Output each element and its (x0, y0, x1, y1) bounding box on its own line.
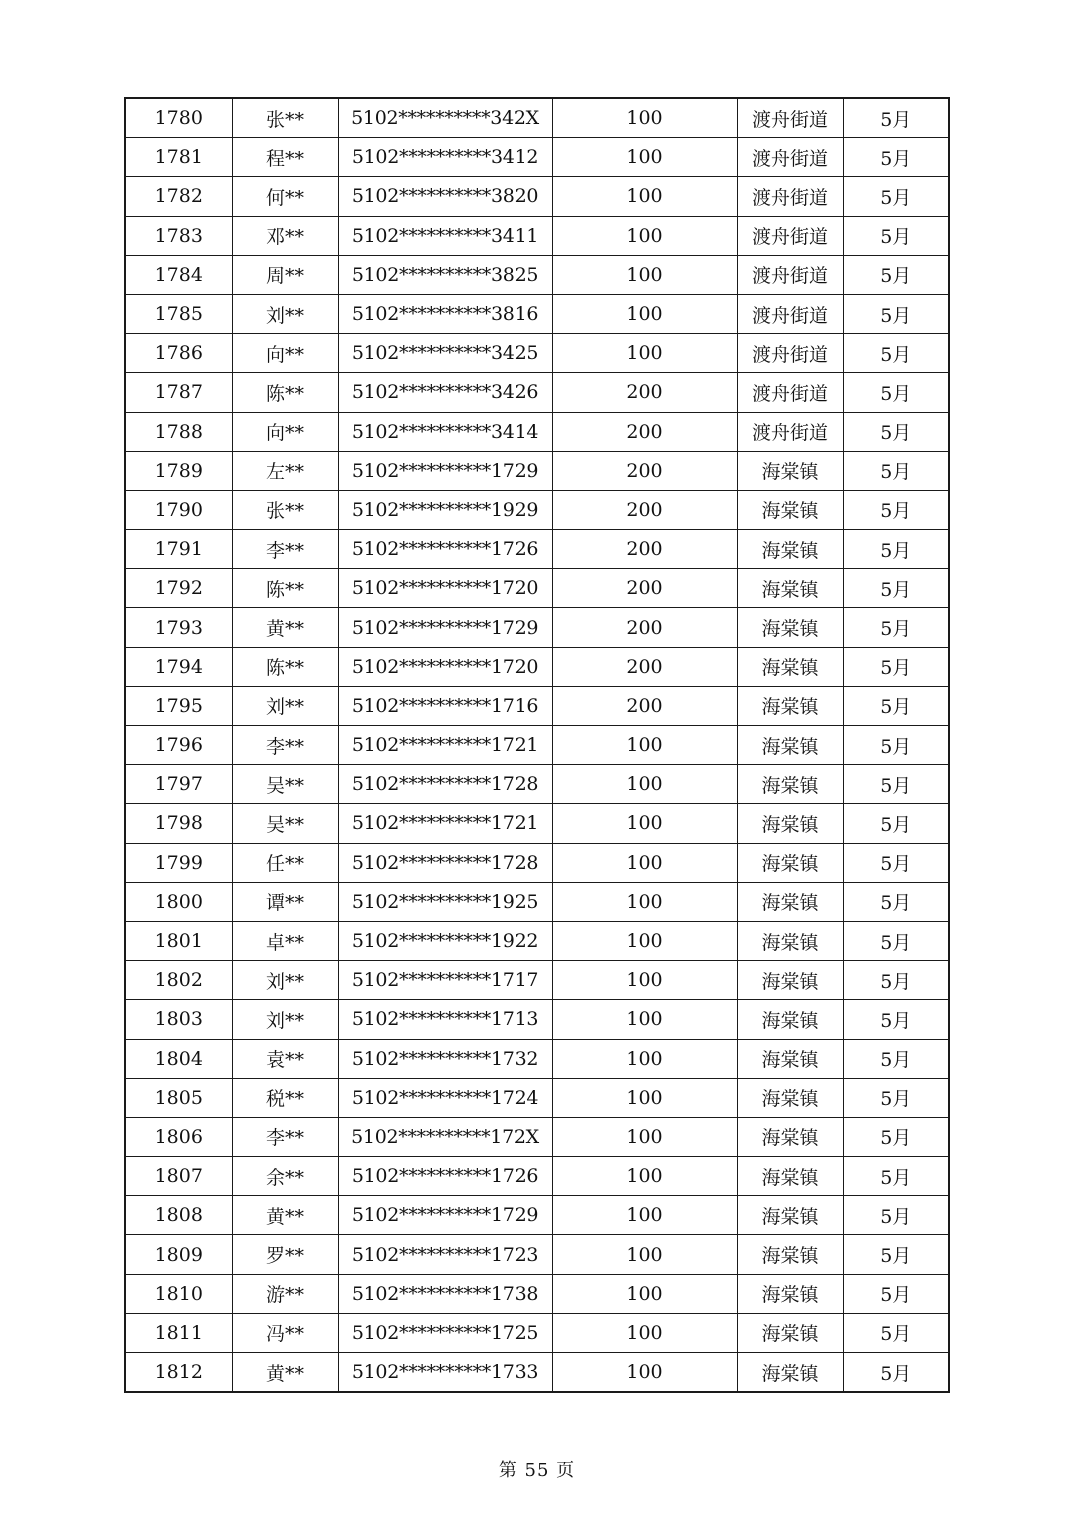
month-cell: 5月 (843, 255, 949, 294)
district-cell: 渡舟街道 (737, 255, 843, 294)
serial-number-cell: 1792 (125, 569, 232, 608)
id-number-cell: 5102**********1725 (338, 1313, 552, 1352)
name-cell: 黄** (232, 1353, 338, 1393)
table-row (125, 921, 949, 960)
id-number-cell: 5102**********1726 (338, 530, 552, 569)
table-row (125, 138, 949, 177)
id-number-cell: 5102**********3425 (338, 334, 552, 373)
month-cell: 5月 (843, 1196, 949, 1235)
amount-cell: 200 (552, 412, 737, 451)
id-number-cell: 5102**********1720 (338, 569, 552, 608)
amount-cell: 100 (552, 177, 737, 216)
district-cell: 渡舟街道 (737, 98, 843, 138)
id-number-cell: 5102**********1728 (338, 843, 552, 882)
table-row (125, 412, 949, 451)
month-cell: 5月 (843, 373, 949, 412)
name-cell: 李** (232, 530, 338, 569)
table-row (125, 608, 949, 647)
serial-number-cell: 1799 (125, 843, 232, 882)
serial-number-cell: 1796 (125, 726, 232, 765)
name-cell: 刘** (232, 686, 338, 725)
serial-number-cell: 1781 (125, 138, 232, 177)
table-row (125, 1235, 949, 1274)
district-cell: 渡舟街道 (737, 177, 843, 216)
name-cell: 卓** (232, 921, 338, 960)
amount-cell: 100 (552, 1313, 737, 1352)
month-cell: 5月 (843, 804, 949, 843)
month-cell: 5月 (843, 1235, 949, 1274)
amount-cell: 100 (552, 1235, 737, 1274)
table-row (125, 647, 949, 686)
amount-cell: 100 (552, 334, 737, 373)
id-number-cell: 5102**********1922 (338, 921, 552, 960)
name-cell: 周** (232, 255, 338, 294)
name-cell: 左** (232, 451, 338, 490)
serial-number-cell: 1808 (125, 1196, 232, 1235)
amount-cell: 100 (552, 1117, 737, 1156)
table-body (125, 98, 949, 1392)
district-cell: 渡舟街道 (737, 294, 843, 333)
name-cell: 刘** (232, 294, 338, 333)
serial-number-cell: 1801 (125, 921, 232, 960)
district-cell: 海棠镇 (737, 1078, 843, 1117)
amount-cell: 100 (552, 1157, 737, 1196)
district-cell: 海棠镇 (737, 1117, 843, 1156)
name-cell: 黄** (232, 608, 338, 647)
amount-cell: 100 (552, 804, 737, 843)
month-cell: 5月 (843, 647, 949, 686)
serial-number-cell: 1806 (125, 1117, 232, 1156)
district-cell: 海棠镇 (737, 530, 843, 569)
serial-number-cell: 1793 (125, 608, 232, 647)
serial-number-cell: 1780 (125, 98, 232, 138)
amount-cell: 100 (552, 1353, 737, 1393)
serial-number-cell: 1786 (125, 334, 232, 373)
id-number-cell: 5102**********3816 (338, 294, 552, 333)
amount-cell: 100 (552, 765, 737, 804)
district-cell: 海棠镇 (737, 569, 843, 608)
serial-number-cell: 1794 (125, 647, 232, 686)
name-cell: 冯** (232, 1313, 338, 1352)
district-cell: 海棠镇 (737, 921, 843, 960)
serial-number-cell: 1800 (125, 882, 232, 921)
table-row (125, 1313, 949, 1352)
table-row (125, 843, 949, 882)
district-cell: 渡舟街道 (737, 412, 843, 451)
id-number-cell: 5102**********3426 (338, 373, 552, 412)
amount-cell: 200 (552, 647, 737, 686)
table-row (125, 216, 949, 255)
name-cell: 张** (232, 98, 338, 138)
district-cell: 海棠镇 (737, 1353, 843, 1393)
name-cell: 游** (232, 1274, 338, 1313)
id-number-cell: 5102**********1724 (338, 1078, 552, 1117)
district-cell: 海棠镇 (737, 686, 843, 725)
amount-cell: 100 (552, 1274, 737, 1313)
month-cell: 5月 (843, 921, 949, 960)
name-cell: 张** (232, 490, 338, 529)
name-cell: 黄** (232, 1196, 338, 1235)
id-number-cell: 5102**********172X (338, 1117, 552, 1156)
table-row (125, 373, 949, 412)
data-table (124, 97, 950, 1393)
serial-number-cell: 1791 (125, 530, 232, 569)
amount-cell: 100 (552, 1196, 737, 1235)
name-cell: 袁** (232, 1039, 338, 1078)
table-row (125, 1353, 949, 1393)
id-number-cell: 5102**********1929 (338, 490, 552, 529)
name-cell: 程** (232, 138, 338, 177)
id-number-cell: 5102**********1732 (338, 1039, 552, 1078)
name-cell: 罗** (232, 1235, 338, 1274)
id-number-cell: 5102**********1726 (338, 1157, 552, 1196)
id-number-cell: 5102**********1729 (338, 451, 552, 490)
table-row (125, 765, 949, 804)
id-number-cell: 5102**********1733 (338, 1353, 552, 1393)
name-cell: 陈** (232, 373, 338, 412)
month-cell: 5月 (843, 882, 949, 921)
month-cell: 5月 (843, 569, 949, 608)
name-cell: 李** (232, 1117, 338, 1156)
month-cell: 5月 (843, 412, 949, 451)
table-row (125, 451, 949, 490)
district-cell: 渡舟街道 (737, 334, 843, 373)
district-cell: 海棠镇 (737, 804, 843, 843)
district-cell: 海棠镇 (737, 1274, 843, 1313)
amount-cell: 100 (552, 1039, 737, 1078)
table-row (125, 1000, 949, 1039)
district-cell: 海棠镇 (737, 1157, 843, 1196)
district-cell: 海棠镇 (737, 1235, 843, 1274)
district-cell: 渡舟街道 (737, 138, 843, 177)
amount-cell: 100 (552, 98, 737, 138)
month-cell: 5月 (843, 686, 949, 725)
name-cell: 向** (232, 412, 338, 451)
district-cell: 海棠镇 (737, 451, 843, 490)
amount-cell: 100 (552, 843, 737, 882)
month-cell: 5月 (843, 177, 949, 216)
serial-number-cell: 1790 (125, 490, 232, 529)
serial-number-cell: 1811 (125, 1313, 232, 1352)
name-cell: 吴** (232, 804, 338, 843)
district-cell: 海棠镇 (737, 961, 843, 1000)
amount-cell: 100 (552, 1000, 737, 1039)
serial-number-cell: 1810 (125, 1274, 232, 1313)
month-cell: 5月 (843, 138, 949, 177)
table-row (125, 569, 949, 608)
amount-cell: 100 (552, 255, 737, 294)
amount-cell: 200 (552, 373, 737, 412)
amount-cell: 100 (552, 961, 737, 1000)
serial-number-cell: 1807 (125, 1157, 232, 1196)
month-cell: 5月 (843, 530, 949, 569)
table-row (125, 804, 949, 843)
serial-number-cell: 1795 (125, 686, 232, 725)
month-cell: 5月 (843, 765, 949, 804)
table-row (125, 686, 949, 725)
amount-cell: 100 (552, 138, 737, 177)
amount-cell: 100 (552, 726, 737, 765)
id-number-cell: 5102**********342X (338, 98, 552, 138)
name-cell: 任** (232, 843, 338, 882)
serial-number-cell: 1797 (125, 765, 232, 804)
month-cell: 5月 (843, 98, 949, 138)
month-cell: 5月 (843, 1078, 949, 1117)
amount-cell: 200 (552, 530, 737, 569)
district-cell: 渡舟街道 (737, 216, 843, 255)
serial-number-cell: 1785 (125, 294, 232, 333)
serial-number-cell: 1788 (125, 412, 232, 451)
month-cell: 5月 (843, 334, 949, 373)
month-cell: 5月 (843, 1274, 949, 1313)
month-cell: 5月 (843, 608, 949, 647)
name-cell: 何** (232, 177, 338, 216)
name-cell: 税** (232, 1078, 338, 1117)
district-cell: 海棠镇 (737, 490, 843, 529)
month-cell: 5月 (843, 1353, 949, 1393)
month-cell: 5月 (843, 294, 949, 333)
id-number-cell: 5102**********1720 (338, 647, 552, 686)
amount-cell: 200 (552, 451, 737, 490)
district-cell: 海棠镇 (737, 1039, 843, 1078)
id-number-cell: 5102**********1721 (338, 726, 552, 765)
id-number-cell: 5102**********3411 (338, 216, 552, 255)
amount-cell: 100 (552, 216, 737, 255)
district-cell: 海棠镇 (737, 765, 843, 804)
name-cell: 邓** (232, 216, 338, 255)
serial-number-cell: 1787 (125, 373, 232, 412)
serial-number-cell: 1798 (125, 804, 232, 843)
district-cell: 海棠镇 (737, 608, 843, 647)
month-cell: 5月 (843, 1039, 949, 1078)
district-cell: 海棠镇 (737, 647, 843, 686)
month-cell: 5月 (843, 843, 949, 882)
name-cell: 吴** (232, 765, 338, 804)
table-row (125, 177, 949, 216)
month-cell: 5月 (843, 451, 949, 490)
serial-number-cell: 1805 (125, 1078, 232, 1117)
id-number-cell: 5102**********1723 (338, 1235, 552, 1274)
name-cell: 陈** (232, 647, 338, 686)
id-number-cell: 5102**********1729 (338, 1196, 552, 1235)
serial-number-cell: 1784 (125, 255, 232, 294)
id-number-cell: 5102**********1717 (338, 961, 552, 1000)
month-cell: 5月 (843, 490, 949, 529)
table-row (125, 882, 949, 921)
name-cell: 刘** (232, 1000, 338, 1039)
serial-number-cell: 1802 (125, 961, 232, 1000)
id-number-cell: 5102**********1728 (338, 765, 552, 804)
month-cell: 5月 (843, 961, 949, 1000)
district-cell: 海棠镇 (737, 1196, 843, 1235)
amount-cell: 200 (552, 686, 737, 725)
district-cell: 海棠镇 (737, 726, 843, 765)
serial-number-cell: 1812 (125, 1353, 232, 1393)
amount-cell: 100 (552, 921, 737, 960)
serial-number-cell: 1782 (125, 177, 232, 216)
month-cell: 5月 (843, 216, 949, 255)
id-number-cell: 5102**********3825 (338, 255, 552, 294)
name-cell: 刘** (232, 961, 338, 1000)
amount-cell: 100 (552, 1078, 737, 1117)
district-cell: 海棠镇 (737, 1000, 843, 1039)
month-cell: 5月 (843, 1117, 949, 1156)
table-row (125, 98, 949, 138)
name-cell: 陈** (232, 569, 338, 608)
name-cell: 余** (232, 1157, 338, 1196)
amount-cell: 200 (552, 490, 737, 529)
id-number-cell: 5102**********1713 (338, 1000, 552, 1039)
district-cell: 海棠镇 (737, 882, 843, 921)
table-row (125, 294, 949, 333)
id-number-cell: 5102**********1729 (338, 608, 552, 647)
month-cell: 5月 (843, 1000, 949, 1039)
table-row (125, 334, 949, 373)
id-number-cell: 5102**********1721 (338, 804, 552, 843)
month-cell: 5月 (843, 1157, 949, 1196)
table-row (125, 1078, 949, 1117)
serial-number-cell: 1783 (125, 216, 232, 255)
table-row (125, 490, 949, 529)
amount-cell: 100 (552, 294, 737, 333)
name-cell: 向** (232, 334, 338, 373)
table-row (125, 1117, 949, 1156)
serial-number-cell: 1809 (125, 1235, 232, 1274)
table-row (125, 530, 949, 569)
serial-number-cell: 1803 (125, 1000, 232, 1039)
district-cell: 海棠镇 (737, 1313, 843, 1352)
serial-number-cell: 1804 (125, 1039, 232, 1078)
id-number-cell: 5102**********1716 (338, 686, 552, 725)
page-number: 第 55 页 (498, 1460, 576, 1481)
id-number-cell: 5102**********1925 (338, 882, 552, 921)
month-cell: 5月 (843, 726, 949, 765)
id-number-cell: 5102**********1738 (338, 1274, 552, 1313)
name-cell: 谭** (232, 882, 338, 921)
amount-cell: 200 (552, 608, 737, 647)
serial-number-cell: 1789 (125, 451, 232, 490)
id-number-cell: 5102**********3412 (338, 138, 552, 177)
id-number-cell: 5102**********3820 (338, 177, 552, 216)
district-cell: 海棠镇 (737, 843, 843, 882)
table-row (125, 1039, 949, 1078)
month-cell: 5月 (843, 1313, 949, 1352)
id-number-cell: 5102**********3414 (338, 412, 552, 451)
name-cell: 李** (232, 726, 338, 765)
table-row (125, 726, 949, 765)
district-cell: 渡舟街道 (737, 373, 843, 412)
table-row (125, 961, 949, 1000)
table-row (125, 1157, 949, 1196)
amount-cell: 200 (552, 569, 737, 608)
table-row (125, 255, 949, 294)
table-row (125, 1274, 949, 1313)
amount-cell: 100 (552, 882, 737, 921)
table-row (125, 1196, 949, 1235)
